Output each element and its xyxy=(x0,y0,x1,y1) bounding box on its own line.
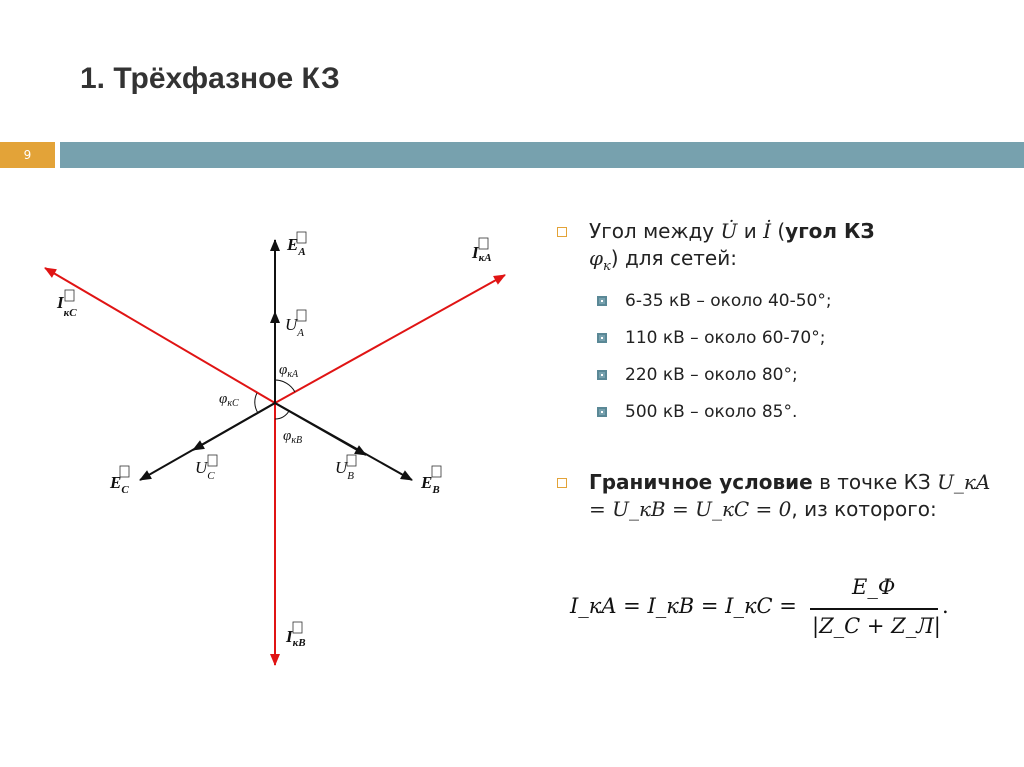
dot-placeholder-box xyxy=(208,455,217,466)
label-phi-ka: $\varphi_{кA}$ xyxy=(279,362,299,380)
label-e-a: $E_A$ xyxy=(287,235,306,258)
fault-current-formula xyxy=(570,572,990,662)
label-i-kb: $I_{кB}$ xyxy=(286,627,306,649)
dot-placeholder-box xyxy=(347,455,356,466)
formula-lhs: I_кA = I_кB = I_кC = xyxy=(570,594,797,618)
bullet-item-boundary-condition: Граничное условие в точке КЗ U_кA = U_кB = U_кC = 0, из которого: xyxy=(555,469,995,523)
bold-text: Граничное условие xyxy=(589,470,813,494)
label-phi-kb: $\varphi_{кB}$ xyxy=(283,428,303,446)
formula-denominator: |Z_C + Z_Л| xyxy=(812,614,941,638)
label-u-a: $U_A$ xyxy=(285,315,305,339)
voltage-arrow-uc xyxy=(193,403,275,450)
bullet-icon xyxy=(557,478,567,488)
sub-bullet-icon xyxy=(597,333,607,343)
bullet-icon xyxy=(557,227,567,237)
dot-placeholder-box xyxy=(297,310,306,321)
label-i-kc: $I_{кC}$ xyxy=(57,293,77,319)
sub-bullet-icon xyxy=(597,370,607,380)
dot-placeholder-box xyxy=(479,238,488,249)
dot-placeholder-box xyxy=(297,232,306,243)
content-text xyxy=(555,218,995,523)
slide-number: 9 xyxy=(0,142,55,168)
current-vector-ika xyxy=(275,275,505,403)
dot-placeholder-box xyxy=(120,466,129,477)
slide-title: 1. Трёхфазное КЗ xyxy=(80,62,340,95)
dot-placeholder-box xyxy=(293,622,302,633)
subitem-500kv: 500 кВ – около 85°. xyxy=(555,394,995,431)
formula-numerator: E_Ф xyxy=(852,575,896,599)
angle-arc-phikc xyxy=(255,393,258,413)
dot-placeholder-box xyxy=(432,466,441,477)
angle-arc-phikb xyxy=(275,411,289,419)
label-u-c: $U_C$ xyxy=(195,458,215,482)
label-e-c: $E_C$ xyxy=(110,473,129,496)
bold-text: угол КЗ xyxy=(785,219,875,243)
label-u-b: $U_B$ xyxy=(335,458,355,482)
sub-bullet-icon xyxy=(597,407,607,417)
subitem-6-35kv: 6-35 кВ – около 40-50°; xyxy=(555,283,995,320)
label-e-b: $E_B$ xyxy=(421,473,440,496)
angle-arc-phika xyxy=(275,380,295,392)
subitem-110kv: 110 кВ – около 60-70°; xyxy=(555,320,995,357)
label-i-ka: IкA xyxy=(472,243,492,264)
subitem-220kv: 220 кВ – около 80°; xyxy=(555,357,995,394)
fraction-line xyxy=(810,608,938,610)
sub-bullet-icon xyxy=(597,296,607,306)
label-phi-kc: $\varphi_{кC}$ xyxy=(219,391,239,409)
bullet-item-fault-angle: Угол между U̇ и İ (угол КЗ $\varphi_к$) для сетей: xyxy=(555,218,995,280)
dot-placeholder-box xyxy=(65,290,74,301)
current-vector-ikc xyxy=(45,268,275,403)
formula-end: . xyxy=(942,594,949,618)
